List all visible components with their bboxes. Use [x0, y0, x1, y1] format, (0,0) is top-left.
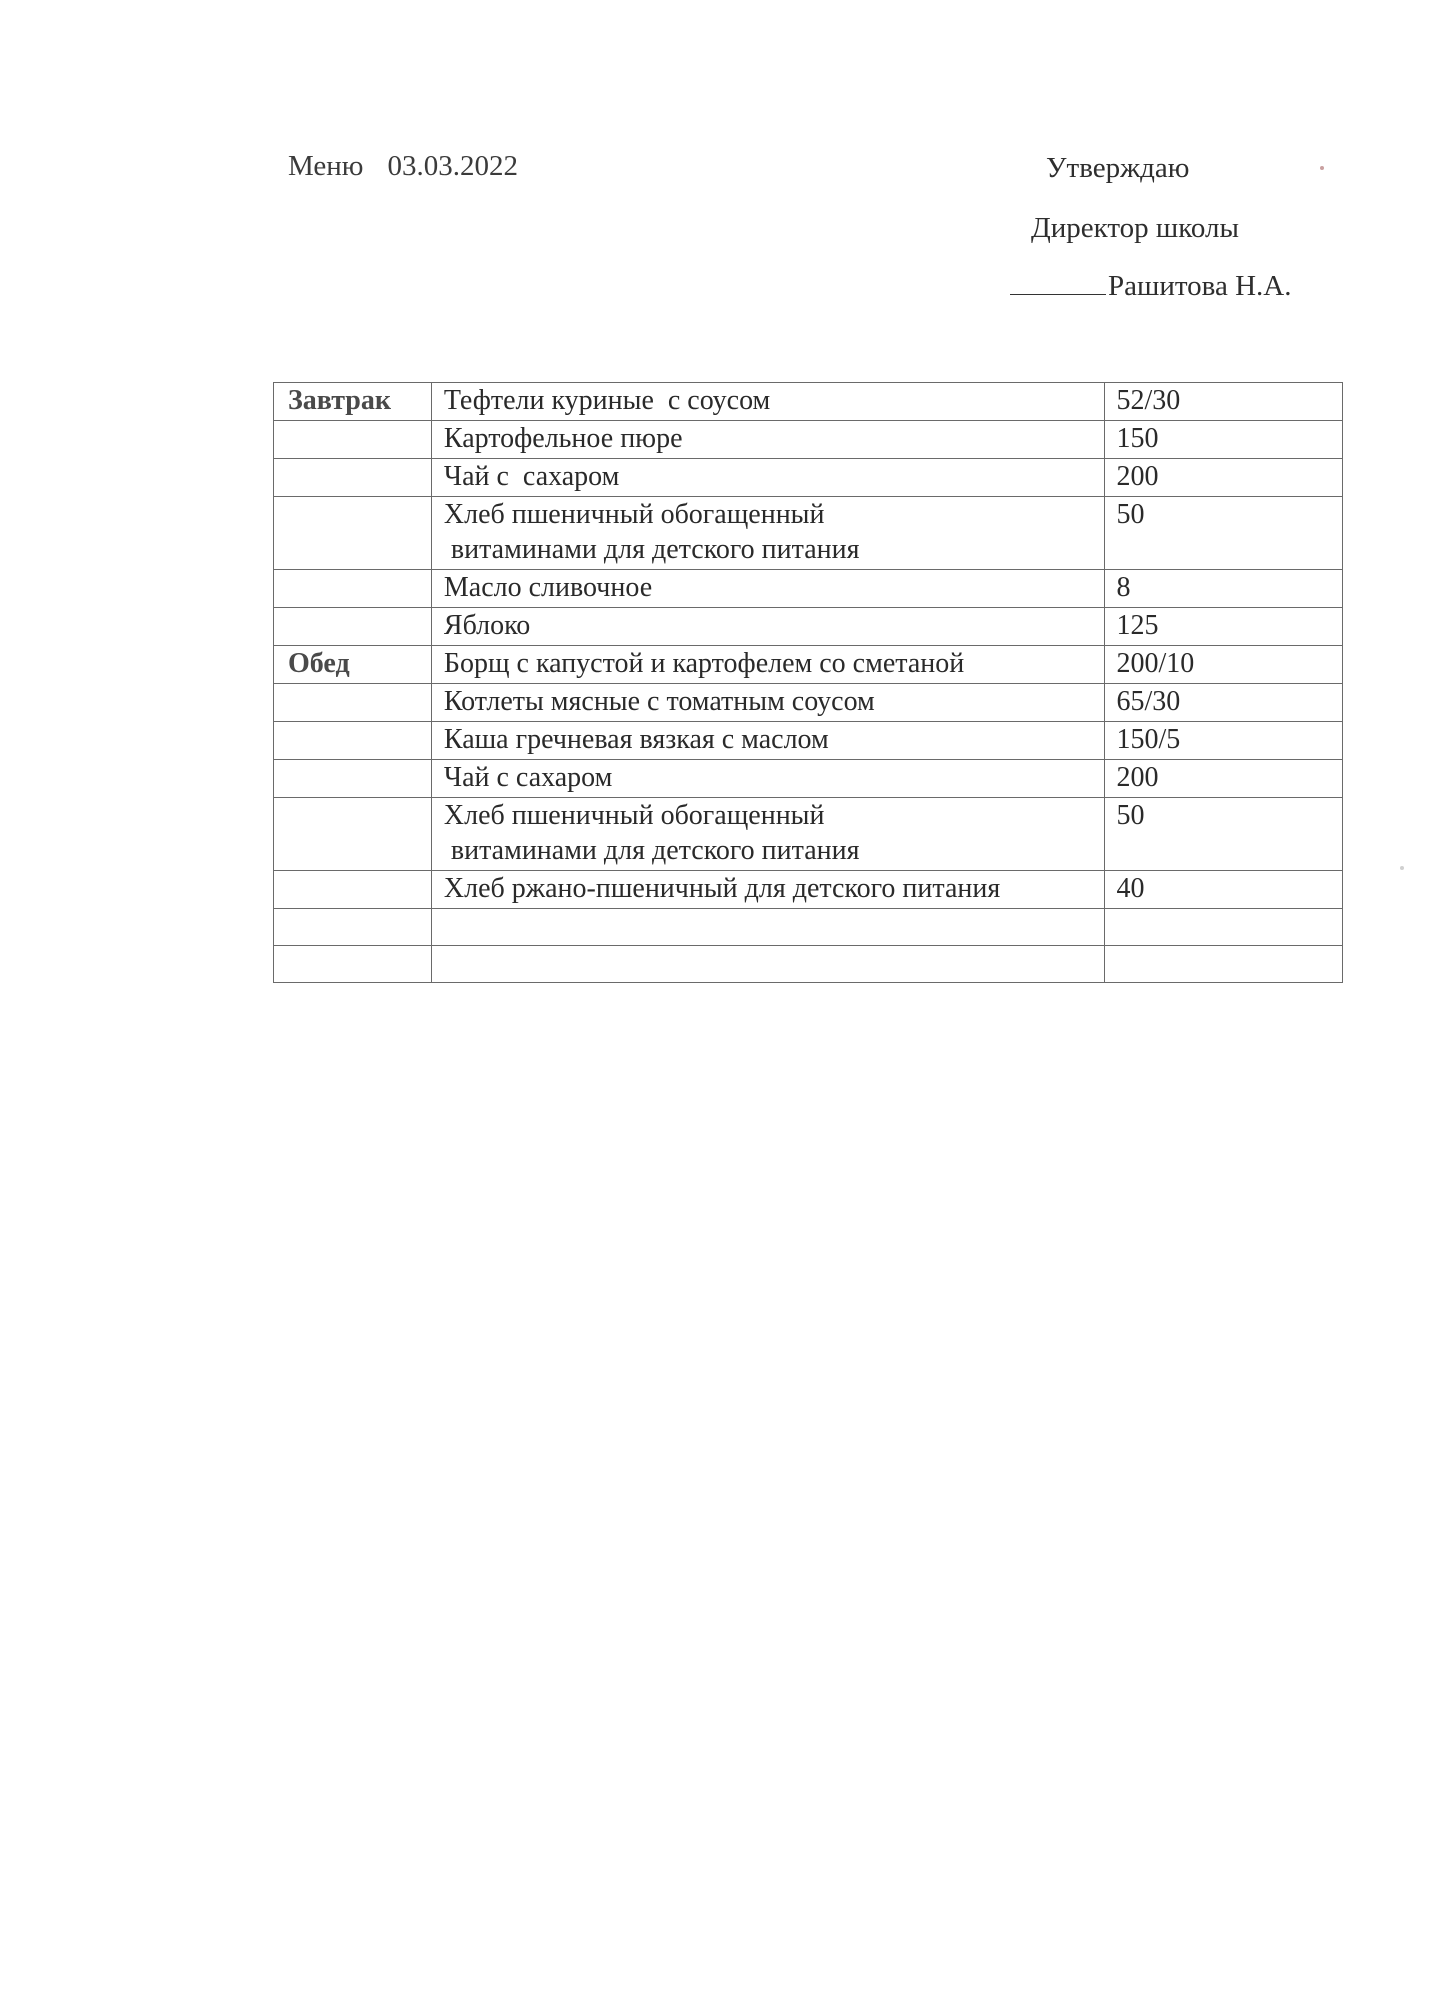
- dish-name-line: Яблоко: [443, 610, 531, 641]
- dish-cell: [431, 570, 1104, 608]
- portion-cell: [1104, 909, 1342, 946]
- dish-name-line: Чай с сахаром: [443, 461, 620, 492]
- dish-cell: [431, 909, 1104, 946]
- table-row: [274, 383, 1343, 421]
- table-row: [274, 608, 1343, 646]
- dish-cell: [431, 684, 1104, 722]
- table-row: [274, 760, 1343, 798]
- portion-cell: 125: [1104, 608, 1342, 646]
- meal-cell: [274, 722, 432, 760]
- portion-cell: 50: [1104, 497, 1342, 570]
- portion-cell: 200: [1104, 760, 1342, 798]
- table-row: [274, 684, 1343, 722]
- meal-cell: [274, 497, 432, 570]
- table-row: [274, 798, 1343, 871]
- dish-name-line: витаминами для детского питания: [443, 534, 860, 565]
- dish-cell: [431, 459, 1104, 497]
- dish-cell: [431, 383, 1104, 421]
- portion-cell: 150/5: [1104, 722, 1342, 760]
- scan-speck: [1320, 166, 1324, 170]
- table-row: [274, 646, 1343, 684]
- portion-cell: 8: [1104, 570, 1342, 608]
- portion-cell: 200/10: [1104, 646, 1342, 684]
- dish-name-line: Котлеты мясные с томатным соусом: [443, 686, 875, 717]
- table-row: [274, 722, 1343, 760]
- meal-cell: [274, 421, 432, 459]
- table-row: [274, 421, 1343, 459]
- meal-cell: [274, 684, 432, 722]
- menu-date: 03.03.2022: [387, 150, 518, 182]
- scan-speck: [1400, 866, 1404, 870]
- dish-cell: [431, 646, 1104, 684]
- portion-cell: 52/30: [1104, 383, 1342, 421]
- dish-cell: [431, 497, 1104, 570]
- meal-cell: Завтрак: [274, 383, 432, 421]
- dish-cell: [431, 760, 1104, 798]
- meal-cell: [274, 909, 432, 946]
- signature-line: [1010, 272, 1106, 295]
- menu-label: Меню: [288, 150, 364, 182]
- menu-title: [288, 150, 518, 183]
- meal-cell: [274, 760, 432, 798]
- portion-cell: 150: [1104, 421, 1342, 459]
- menu-table: [273, 382, 1343, 983]
- dish-name-line: Борщ с капустой и картофелем со сметаной: [443, 648, 965, 679]
- meal-cell: [274, 570, 432, 608]
- dish-cell: [431, 722, 1104, 760]
- dish-name-line: Хлеб пшеничный обогащенный: [443, 499, 825, 530]
- empty-table-row: [274, 909, 1343, 946]
- meal-cell: [274, 608, 432, 646]
- portion-cell: 50: [1104, 798, 1342, 871]
- dish-cell: [431, 798, 1104, 871]
- dish-name-line: Хлеб ржано-пшеничный для детского питания: [443, 873, 1001, 904]
- dish-cell: [431, 421, 1104, 459]
- table-row: [274, 459, 1343, 497]
- director-position: Директор школы: [1031, 212, 1239, 244]
- table-row: [274, 497, 1343, 570]
- meal-cell: [274, 946, 432, 983]
- director-name: Рашитова Н.А.: [1108, 270, 1292, 302]
- dish-name-line: Каша гречневая вязкая с маслом: [443, 724, 829, 755]
- dish-cell: [431, 608, 1104, 646]
- portion-cell: 40: [1104, 871, 1342, 909]
- menu-table-body: [274, 383, 1343, 983]
- dish-cell: [431, 871, 1104, 909]
- empty-table-row: [274, 946, 1343, 983]
- dish-name-line: Тефтели куриные с соусом: [443, 385, 771, 416]
- dish-name-line: витаминами для детского питания: [443, 835, 860, 866]
- dish-cell: [431, 946, 1104, 983]
- meal-cell: Обед: [274, 646, 432, 684]
- portion-cell: 65/30: [1104, 684, 1342, 722]
- dish-name-line: Хлеб пшеничный обогащенный: [443, 800, 825, 831]
- portion-cell: 200: [1104, 459, 1342, 497]
- approval-label: Утверждаю: [1046, 152, 1190, 184]
- dish-name-line: Чай с сахаром: [443, 762, 613, 793]
- director-signature: [1010, 270, 1291, 303]
- table-row: [274, 570, 1343, 608]
- dish-name-line: Картофельное пюре: [443, 423, 683, 454]
- portion-cell: [1104, 946, 1342, 983]
- meal-cell: [274, 798, 432, 871]
- table-row: [274, 871, 1343, 909]
- meal-cell: [274, 459, 432, 497]
- meal-cell: [274, 871, 432, 909]
- dish-name-line: Масло сливочное: [443, 572, 653, 603]
